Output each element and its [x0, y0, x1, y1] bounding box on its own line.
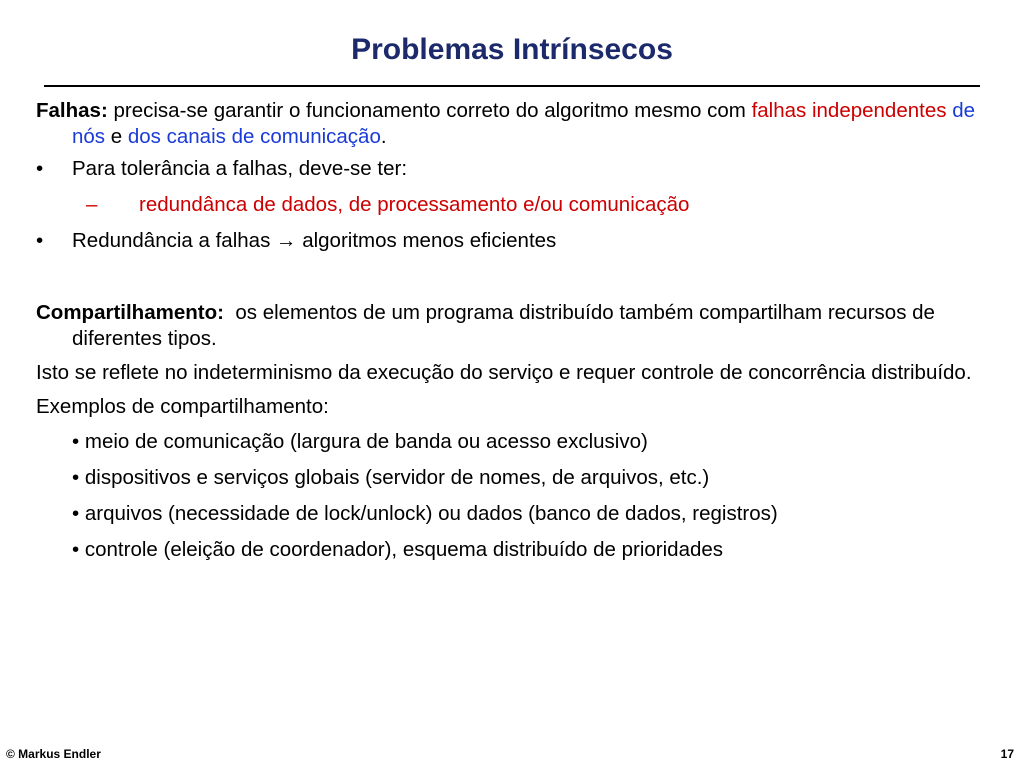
example-item: • meio de comunicação (largura de banda ou acesso exclusivo) — [72, 430, 648, 453]
title-divider — [44, 85, 980, 87]
term-channels: dos canais de comunicação — [127, 125, 381, 148]
example-item: • arquivos (necessidade de lock/unlock) ou dados (banco de dados, registros) — [72, 502, 778, 525]
sub-bullet-item — [36, 192, 996, 218]
bullet-text: Para tolerância a falhas, deve-se ter: — [72, 157, 408, 180]
bullet-icon: • — [36, 229, 44, 252]
examples-heading: Exemplos de compartilhamento: — [36, 395, 329, 418]
term-nodes: de nós — [72, 99, 975, 148]
example-item: • controle (eleição de coordenador), esquema distribuído de prioridades — [72, 538, 724, 561]
faults-text: precisa-se garantir o funcionamento correto do algoritmo mesmo com — [113, 99, 746, 122]
sharing-paragraph — [36, 300, 996, 352]
page-number: 17 — [1000, 747, 1014, 761]
indeterminism-paragraph: Isto se reflete no indeterminismo da execução do serviço e requer controle de concorrência distribuído. — [36, 361, 972, 384]
bullet-item — [36, 228, 996, 254]
faults-period: . — [380, 125, 387, 148]
faults-paragraph — [36, 98, 996, 150]
sharing-label: Compartilhamento: — [36, 301, 224, 324]
bullet-text: Redundância a falhas → algoritmos menos eficientes — [72, 229, 557, 252]
bullet-icon: • — [36, 157, 44, 180]
term-independent-faults: falhas independentes — [751, 99, 947, 122]
faults-conjunction: e — [110, 125, 123, 148]
slide-body — [36, 98, 996, 563]
example-item: • dispositivos e serviços globais (servidor de nomes, de arquivos, etc.) — [72, 466, 710, 489]
sharing-text: os elementos de um programa distribuído também compartilham recursos de diferentes tipos. — [72, 301, 935, 350]
footer-author: © Markus Endler — [6, 747, 101, 761]
dash-icon: – — [86, 193, 98, 216]
sub-bullet-text: redundânca de dados, de processamento e/ou comunicação — [139, 193, 690, 216]
faults-label: Falhas: — [36, 99, 108, 122]
slide-title: Problemas Intrínsecos — [351, 33, 673, 66]
bullet-item — [36, 156, 996, 182]
